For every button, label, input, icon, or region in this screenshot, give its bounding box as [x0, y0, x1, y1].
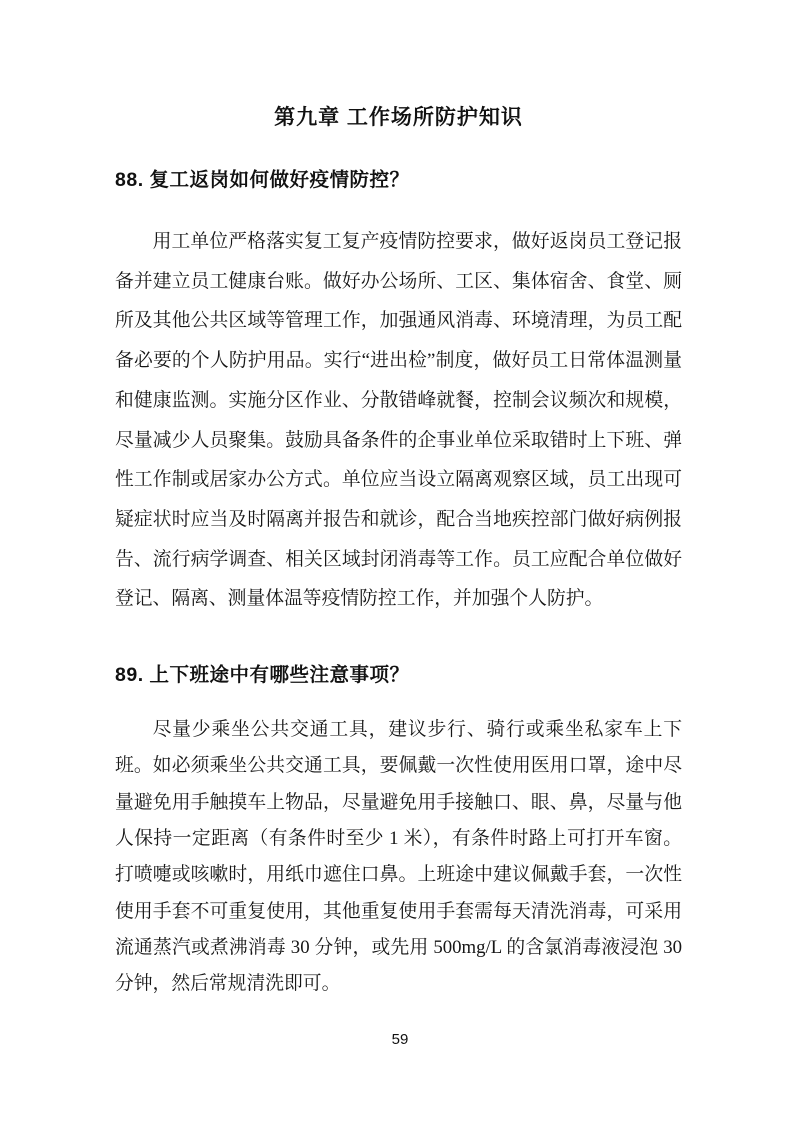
question-88-answer: 用工单位严格落实复工复产疫情防控要求，做好返岗员工登记报备并建立员工健康台账。做好办公场所、工区、集体宿舍、食堂、厕所及其他公共区域等管理工作，加强通风消毒、环境清理，为员工配备必要的个人防护用品。实行“进出检”制度，做好员工日常体温测量和健康监测。实施分区作业、分散错峰就餐，控制会议频次和规模，尽量减少人员聚集。鼓励具备条件的企事业单位采取错时上下班、弹性工作制或居家办公方式。单位应当设立隔离观察区域，员工出现可疑症状时应当及时隔离并报告和就诊，配合当地疾控部门做好病例报告、流行病学调查、相关区域封闭消毒等工作。员工应配合单位做好登记、隔离、测量体温等疫情防控工作，并加强个人防护。: [115, 231, 682, 610]
page-number: 59: [391, 1031, 409, 1048]
question-89-answer: 尽量少乘坐公共交通工具，建议步行、骑行或乘坐私家车上下班。如必须乘坐公共交通工具，要佩戴一次性使用医用口罩，途中尽量避免用手触摸车上物品，尽量避免用手接触口、眼、鼻，尽量与他人保持一定距离（有条件时至少 1 米），有条件时路上可打开车窗。打喷嚏或咳嗽时，用纸巾遮住口鼻。上班途中建议佩戴手套，一次性使用手套不可重复使用，其他重复使用手套需每天清洗消毒，可采用流通蒸汽或煮沸消毒 30 分钟，或先用 500mg/L 的含氯消毒液浸泡 30 分钟，然后常规清洗即可。: [115, 719, 682, 995]
question-88-heading: 88. 复工返岗如何做好疫情防控？: [115, 169, 410, 191]
chapter-title: 第九章 工作场所防护知识: [274, 106, 523, 129]
question-89-heading: 89. 上下班途中有哪些注意事项？: [115, 664, 410, 687]
